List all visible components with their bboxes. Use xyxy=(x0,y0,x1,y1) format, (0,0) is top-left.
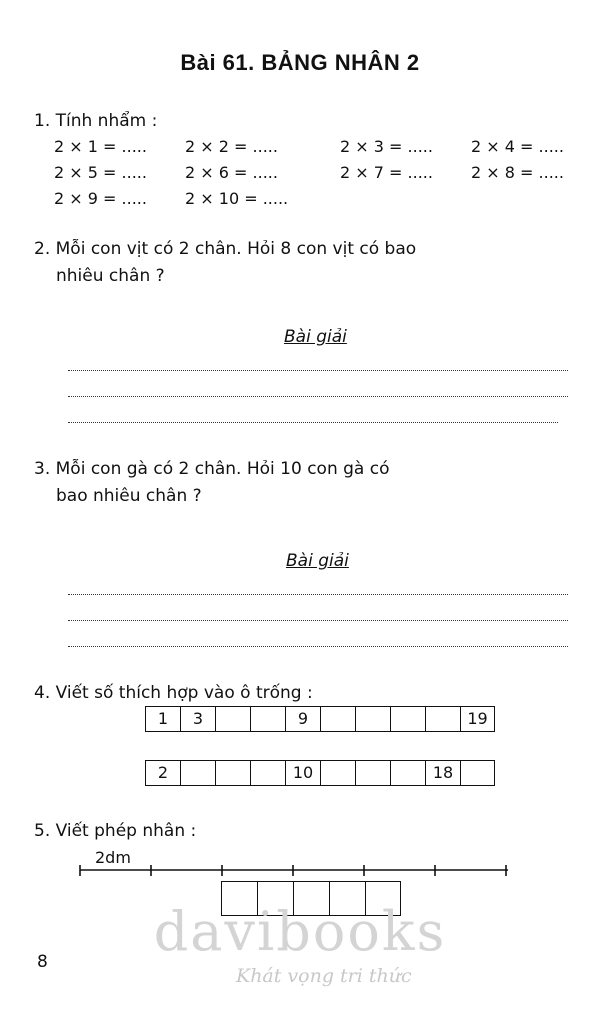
calc-item: 2 × 5 = ..... xyxy=(54,163,147,182)
sequence-cell-blank[interactable] xyxy=(355,760,390,786)
page-number: 8 xyxy=(37,952,48,972)
calc-item: 2 × 6 = ..... xyxy=(185,163,278,182)
calc-item: 2 × 8 = ..... xyxy=(471,163,564,182)
answer-line[interactable] xyxy=(68,620,568,621)
solution-heading: Bài giải xyxy=(284,327,347,347)
segment-length-label: 2dm xyxy=(95,848,131,867)
question-2-line-1: 2. Mỗi con vịt có 2 chân. Hỏi 8 con vịt có bao xyxy=(34,239,417,259)
calc-item: 2 × 2 = ..... xyxy=(185,137,278,156)
answer-line[interactable] xyxy=(68,646,568,647)
answer-line[interactable] xyxy=(68,370,568,371)
calc-item: 2 × 10 = ..... xyxy=(185,189,289,208)
sequence-cell-blank[interactable] xyxy=(355,706,390,732)
sequence-cell: 10 xyxy=(285,760,320,786)
answer-line[interactable] xyxy=(68,594,568,595)
question-3-line-2: bao nhiêu chân ? xyxy=(56,486,202,506)
answer-line[interactable] xyxy=(68,422,558,423)
sequence-cell-blank[interactable] xyxy=(215,706,250,732)
sequence-cell-blank[interactable] xyxy=(250,706,285,732)
calc-item: 2 × 4 = ..... xyxy=(471,137,564,156)
sequence-cell: 18 xyxy=(425,760,460,786)
calc-item: 2 × 3 = ..... xyxy=(340,137,433,156)
page-title: Bài 61. BẢNG NHÂN 2 xyxy=(180,50,420,75)
sequence-cell-blank[interactable] xyxy=(215,760,250,786)
sequence-cell: 3 xyxy=(180,706,215,732)
question-5-prompt: 5. Viết phép nhân : xyxy=(34,821,197,841)
calc-item: 2 × 9 = ..... xyxy=(54,189,147,208)
question-4-prompt: 4. Viết số thích hợp vào ô trống : xyxy=(34,683,313,703)
sequence-cell-blank[interactable] xyxy=(320,706,355,732)
sequence-cell-blank[interactable] xyxy=(460,760,495,786)
sequence-cell-blank[interactable] xyxy=(390,706,425,732)
sequence-cell: 2 xyxy=(145,760,180,786)
calc-item: 2 × 1 = ..... xyxy=(54,137,147,156)
number-sequence-row-2 xyxy=(145,760,495,786)
sequence-cell: 9 xyxy=(285,706,320,732)
question-3-line-1: 3. Mỗi con gà có 2 chân. Hỏi 10 con gà có xyxy=(34,459,390,479)
question-1-prompt: 1. Tính nhẩm : xyxy=(34,111,158,131)
calc-item: 2 × 7 = ..... xyxy=(340,163,433,182)
sequence-cell-blank[interactable] xyxy=(425,706,460,732)
segmented-number-line xyxy=(70,862,520,882)
sequence-cell-blank[interactable] xyxy=(180,760,215,786)
sequence-cell-blank[interactable] xyxy=(250,760,285,786)
sequence-cell-blank[interactable] xyxy=(390,760,425,786)
question-2-line-2: nhiêu chân ? xyxy=(56,266,165,286)
watermark-tagline: Khát vọng tri thức xyxy=(236,965,412,987)
sequence-cell-blank[interactable] xyxy=(320,760,355,786)
number-sequence-row-1 xyxy=(145,706,495,732)
sequence-cell: 1 xyxy=(145,706,180,732)
sequence-cell: 19 xyxy=(460,706,495,732)
answer-line[interactable] xyxy=(68,396,568,397)
watermark-brand: davibooks xyxy=(153,900,447,963)
solution-heading: Bài giải xyxy=(286,551,349,571)
